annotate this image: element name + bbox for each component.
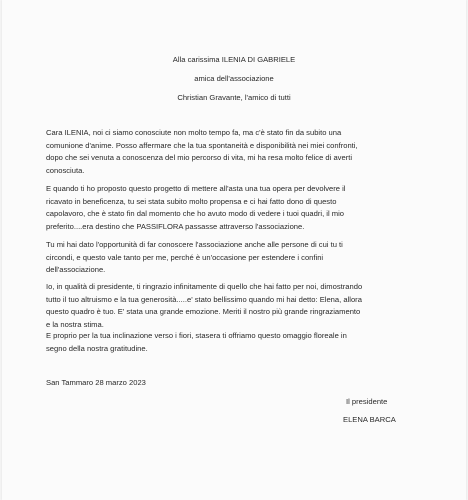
paragraph-line: dopo che sei venuta a conoscenza del mio percorso di vita, mi ha resa molto felice di averti xyxy=(46,153,353,163)
paragraph-2 xyxy=(46,183,438,233)
paragraph-3 xyxy=(46,239,438,277)
paragraph-line: Tu mi hai dato l'opportunità di far conoscere l'associazione anche alle persone di cui tu ti xyxy=(46,240,343,249)
recipient-dedication: Christian Gravante, l'amico di tutti xyxy=(177,93,291,102)
recipient-subtitle: amica dell'associazione xyxy=(194,74,274,83)
paragraph-line: conosciuta. xyxy=(46,165,85,175)
letter-page xyxy=(2,0,466,500)
paragraph-line: e la nostra stima. xyxy=(46,319,104,329)
paragraph-1 xyxy=(46,127,438,177)
signature-role: Il presidente xyxy=(346,397,388,406)
paragraph-line: questo quadro è tuo. E' stata una grande emozione. Meriti il nostro più grande ringraziamento xyxy=(46,307,361,317)
recipient-line: Alla carissima ILENIA DI GABRIELE xyxy=(172,55,296,64)
paragraph-line: dell'associazione. xyxy=(46,265,106,275)
paragraph-line: capolavoro, che è stato fin dal momento che ho avuto modo di vedere i tuoi quadri, il mio xyxy=(46,209,345,219)
paragraph-line: comunione d'anime. Posso affermare che la tua spontaneità e disponibilità nei miei confronti, xyxy=(46,140,358,150)
signature-name: ELENA BARCA xyxy=(343,415,396,424)
paragraph-line: E proprio per la tua inclinazione verso i fiori, stasera ti offriamo questo omaggio floreale in xyxy=(46,331,347,340)
paragraph-4 xyxy=(46,281,438,331)
paragraph-line: Cara ILENIA, noi ci siamo conosciute non molto tempo fa, ma c'è stato fin da subito una xyxy=(46,128,342,137)
paragraph-line: circondi, e questo vale tanto per me, perché è un'occasione per estendere i confini xyxy=(46,252,324,262)
paragraph-line: ricavato in beneficenza, tu sei stata subito molto propensa e ci hai fatto dono di questo xyxy=(46,196,337,206)
paragraph-5 xyxy=(46,330,438,355)
paragraph-line: segno della nostra gratitudine. xyxy=(46,343,148,353)
paragraph-line: Io, in qualità di presidente, ti ringrazio infinitamente di quello che hai fatto per noi, dimostrando xyxy=(46,282,363,291)
paragraph-line: E quando ti ho proposto questo progetto di mettere all'asta una tua opera per devolvere il xyxy=(46,184,346,193)
paragraph-line: tutto il tuo altruismo e la tua generosità.....e' stato bellissimo quando mi hai detto: Elena, allora xyxy=(46,294,362,304)
place-and-date: San Tammaro 28 marzo 2023 xyxy=(46,378,146,387)
paragraph-line: preferito....era destino che PASSIFLORA passasse attraverso l'associazione. xyxy=(46,221,305,231)
